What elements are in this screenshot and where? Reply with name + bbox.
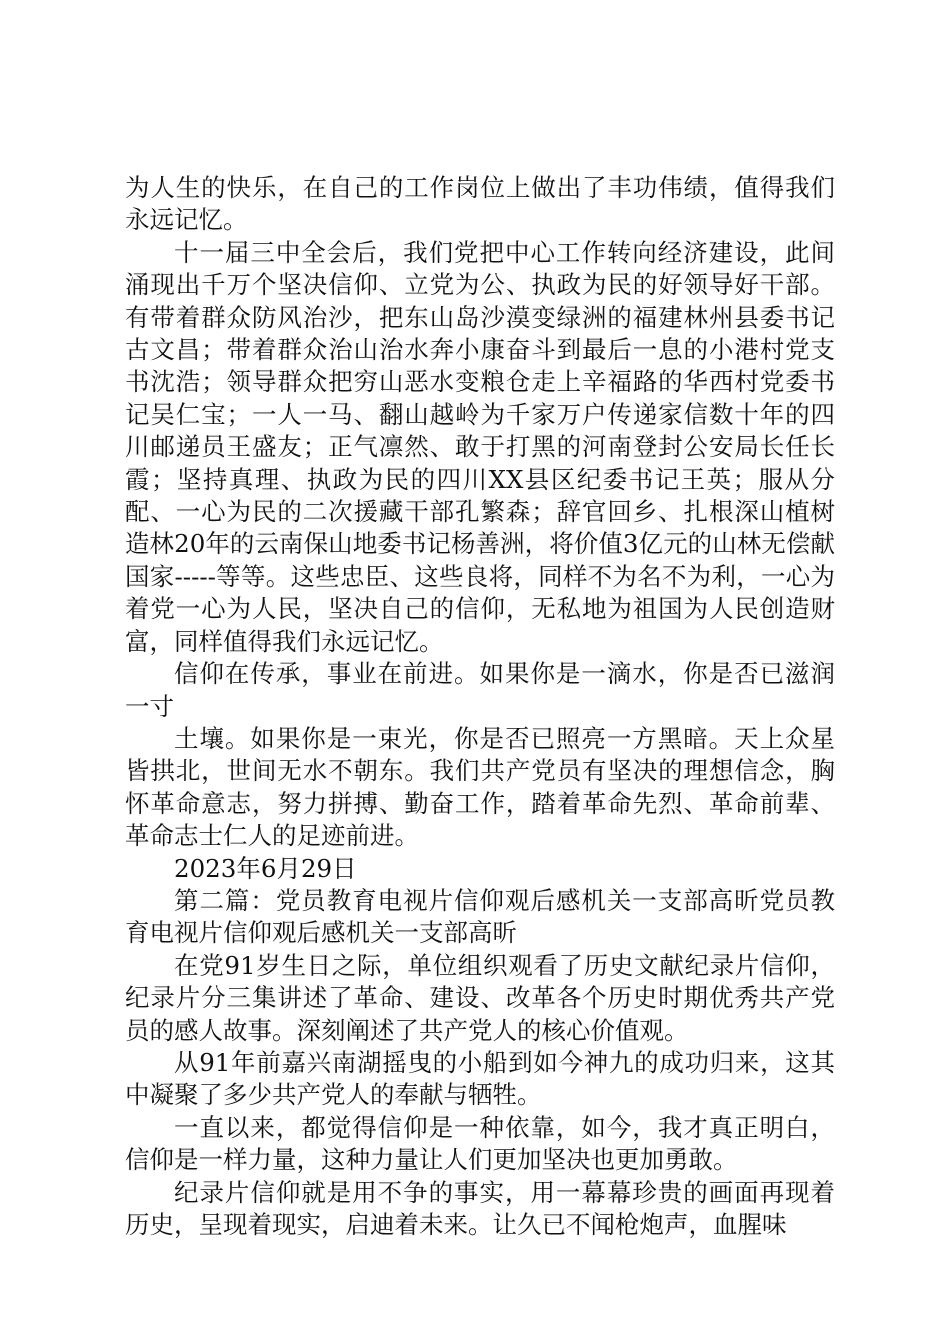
- section-title: 第二篇：党员教育电视片信仰观后感机关一支部高昕党员教育电视片信仰观后感机关一支部高昕: [125, 885, 835, 948]
- date-line: 2023年6月29日: [174, 853, 357, 883]
- paragraph-documentary-intro: 在党91岁生日之际，单位组织观看了历史文献纪录片信仰，纪录片分三集讲述了革命、建设、改革各个历史时期优秀共产党员的感人故事。深刻阐述了共产党人的核心价值观。: [125, 950, 835, 1045]
- document-body: [125, 172, 835, 1241]
- paragraph-nanhu-boat: 从91年前嘉兴南湖摇曳的小船到如今神九的成功归来，这其中凝聚了多少共产党人的奉献与牺牲。: [125, 1047, 835, 1110]
- paragraph-faith-power: 一直以来，都觉得信仰是一种依靠，如今，我才真正明白，信仰是一样力量，这种力量让人们更加坚决也更加勇敢。: [125, 1112, 835, 1175]
- paragraph-reform-era: 十一届三中全会后，我们党把中心工作转向经济建设，此间涌现出千万个坚决信仰、立党为公、执政为民的好领导好干部。有带着群众防风治沙，把东山岛沙漠变绿洲的福建林州县委书记古文昌；带着群众治山治水奔小康奋斗到最后一息的小港村党支书沈浩；领导群众把穷山恶水变粮仓走上辛福路的华西村党委书记吴仁宝；一人一马、翻山越岭为千家万户传递家信数十年的四川邮递员王盛友；正气凛然、敢于打黑的河南登封公安局长任长霞；坚持真理、执政为民的四川XX县区纪委书记王英；服从分配、一心为民的二次援藏干部孔繁森；辞官回乡、扎根深山植树造林20年的云南保山地委书记杨善洲，将价值3亿元的山林无偿献国家-----等等。这些忠臣、这些良将，同样不为名不为利，一心为着党一心为人民，坚决自己的信仰，无私地为祖国为人民创造财富，同样值得我们永远记忆。: [125, 237, 835, 656]
- paragraph-faith-inheritance: 信仰在传承，事业在前进。如果你是一滴水，你是否已滋润一寸: [125, 659, 835, 721]
- paragraph-documentary-facts: 纪录片信仰就是用不争的事实，用一幕幕珍贵的画面再现着历史，呈现着现实，启迪着未来。让久已不闻枪炮声，血腥味: [125, 1177, 835, 1239]
- paragraph-soil: 土壤。如果你是一束光，你是否已照亮一方黑暗。天上众星皆拱北，世间无水不朝东。我们共产党员有坚决的理想信念，胸怀革命意志，努力拼搏、勤奋工作，踏着革命先烈、革命前辈、革命志士仁人的足迹前进。: [125, 723, 835, 851]
- paragraph-continued: 为人生的快乐，在自己的工作岗位上做出了丰功伟绩，值得我们永远记忆。: [125, 173, 835, 235]
